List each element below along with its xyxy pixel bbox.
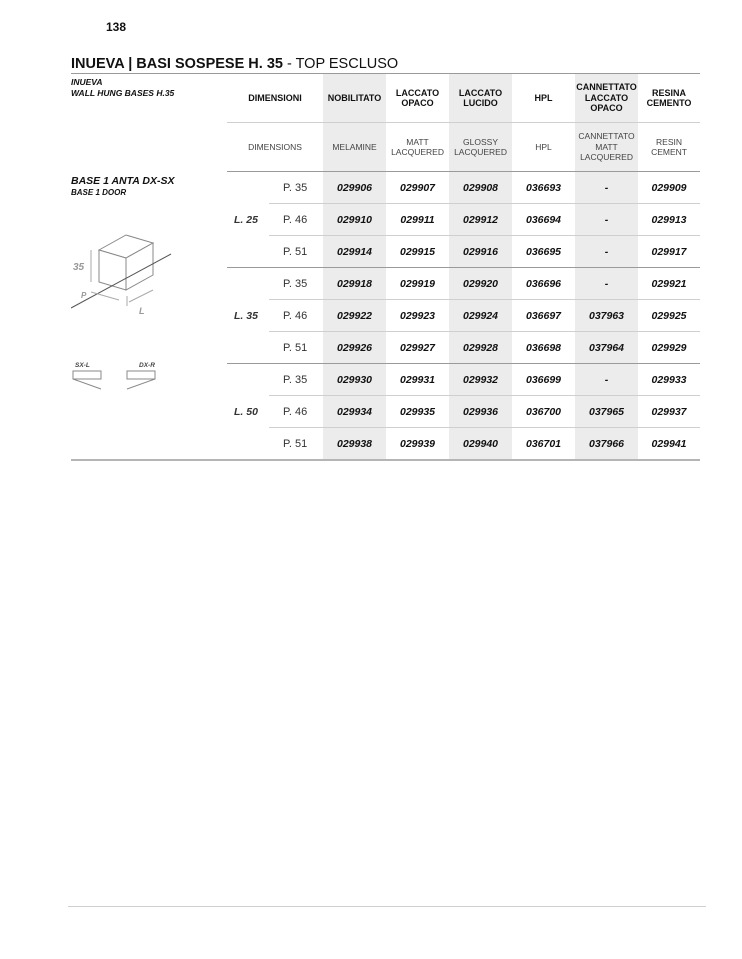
col-subheader-matt: MATT LACQUERED <box>386 123 449 172</box>
diagram-width-label: L <box>139 305 145 314</box>
header-spacer <box>71 123 227 172</box>
article-code: 029936 <box>449 396 512 428</box>
article-code: 036695 <box>512 236 575 268</box>
depth-label: P. 35 <box>269 172 323 204</box>
article-code: 029932 <box>449 364 512 396</box>
door-opening-diagram <box>71 360 161 394</box>
col-header-hpl: HPL <box>512 74 575 123</box>
article-code: 029939 <box>386 428 449 461</box>
article-code: 029913 <box>638 204 700 236</box>
width-label: L. 35 <box>227 268 269 364</box>
article-code: 029919 <box>386 268 449 300</box>
article-code: 036701 <box>512 428 575 461</box>
header-row-english <box>71 123 700 172</box>
article-code: - <box>575 364 638 396</box>
article-code: 029931 <box>386 364 449 396</box>
article-code: 029918 <box>323 268 386 300</box>
article-code: 029909 <box>638 172 700 204</box>
page-title-main: INUEVA | BASI SOSPESE H. 35 <box>71 56 283 72</box>
article-code: 036694 <box>512 204 575 236</box>
article-code: 029935 <box>386 396 449 428</box>
article-code: 036693 <box>512 172 575 204</box>
article-code: 029916 <box>449 236 512 268</box>
depth-label: P. 51 <box>269 236 323 268</box>
article-code: 029912 <box>449 204 512 236</box>
depth-label: P. 46 <box>269 204 323 236</box>
article-code: 029921 <box>638 268 700 300</box>
article-code: 029907 <box>386 172 449 204</box>
product-subtitle: BASE 1 DOOR <box>71 187 127 197</box>
article-code: 029933 <box>638 364 700 396</box>
article-code: 037966 <box>575 428 638 461</box>
article-code: 036697 <box>512 300 575 332</box>
depth-label: P. 51 <box>269 332 323 364</box>
depth-label: P. 46 <box>269 396 323 428</box>
article-code: 036698 <box>512 332 575 364</box>
width-label: L. 50 <box>227 364 269 461</box>
col-header-cannettato: CANNETTATO LACCATO OPACO <box>575 74 638 123</box>
article-code: 029908 <box>449 172 512 204</box>
product-cell <box>71 172 227 461</box>
col-subheader-resin: RESIN CEMENT <box>638 123 700 172</box>
col-header-resin: RESINA CEMENTO <box>638 74 700 123</box>
header-row-italian <box>71 74 700 123</box>
article-code: 029930 <box>323 364 386 396</box>
diagram-height-label: 35 <box>73 261 85 273</box>
article-code: 037965 <box>575 396 638 428</box>
table-row <box>71 172 700 204</box>
article-code: 029906 <box>323 172 386 204</box>
article-code: 029934 <box>323 396 386 428</box>
article-code: 029925 <box>638 300 700 332</box>
article-code: 036696 <box>512 268 575 300</box>
depth-label: P. 51 <box>269 428 323 461</box>
article-code: 029938 <box>323 428 386 461</box>
article-code: 029940 <box>449 428 512 461</box>
product-line-desc: WALL HUNG BASES H.35 <box>71 88 175 98</box>
col-header-glossy: LACCATO LUCIDO <box>449 74 512 123</box>
article-code: 036699 <box>512 364 575 396</box>
base-dimension-diagram <box>71 224 175 314</box>
product-line-cell <box>71 74 227 123</box>
article-code: 029922 <box>323 300 386 332</box>
article-code: 029927 <box>386 332 449 364</box>
page-number: 138 <box>106 20 127 34</box>
depth-label: P. 35 <box>269 268 323 300</box>
footer-rule <box>68 906 706 907</box>
article-code: 029923 <box>386 300 449 332</box>
product-line-name: INUEVA <box>71 77 103 87</box>
door-left-label: SX-L <box>75 361 90 369</box>
article-code: 029924 <box>449 300 512 332</box>
article-code: 036700 <box>512 396 575 428</box>
article-code: 037964 <box>575 332 638 364</box>
article-code: 029914 <box>323 236 386 268</box>
article-code: 029941 <box>638 428 700 461</box>
col-subheader-cannettato: CANNETTATO MATT LACQUERED <box>575 123 638 172</box>
col-subheader-hpl: HPL <box>512 123 575 172</box>
article-code: - <box>575 204 638 236</box>
col-subheader-glossy: GLOSSY LACQUERED <box>449 123 512 172</box>
article-code: 037963 <box>575 300 638 332</box>
col-subheader-melamine: MELAMINE <box>323 123 386 172</box>
depth-label: P. 46 <box>269 300 323 332</box>
article-code: 029911 <box>386 204 449 236</box>
article-code: 029917 <box>638 236 700 268</box>
depth-label: P. 35 <box>269 364 323 396</box>
col-header-matt: LACCATO OPACO <box>386 74 449 123</box>
article-code: 029910 <box>323 204 386 236</box>
col-subheader-dimensions: DIMENSIONS <box>227 123 323 172</box>
article-code: - <box>575 268 638 300</box>
product-name: BASE 1 ANTA DX-SX <box>71 174 175 187</box>
diagram-depth-label: P <box>81 290 87 300</box>
article-code: 029929 <box>638 332 700 364</box>
price-table <box>71 74 700 461</box>
article-code: - <box>575 236 638 268</box>
col-header-melamine: NOBILITATO <box>323 74 386 123</box>
article-code: 029920 <box>449 268 512 300</box>
article-code: 029937 <box>638 396 700 428</box>
width-label: L. 25 <box>227 172 269 268</box>
page-title <box>71 56 398 72</box>
article-code: - <box>575 172 638 204</box>
article-code: 029926 <box>323 332 386 364</box>
page-title-suffix: - TOP ESCLUSO <box>282 56 399 72</box>
col-header-dimensions: DIMENSIONI <box>227 74 323 123</box>
door-right-label: DX-R <box>139 361 155 369</box>
article-code: 029915 <box>386 236 449 268</box>
article-code: 029928 <box>449 332 512 364</box>
